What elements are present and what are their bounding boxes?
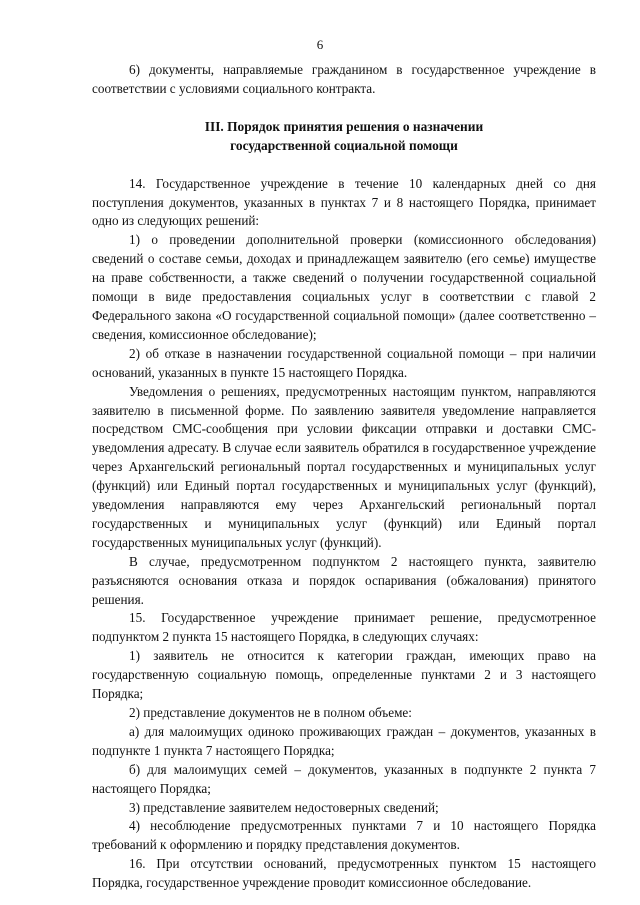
section-heading [92, 118, 596, 156]
paragraph-15-item-4: 4) несоблюдение предусмотренных пунктами 7 и 10 настоящего Порядка требований к оформлению и порядку представления документов. [92, 818, 596, 853]
paragraph-14-item-1: 1) о проведении дополнительной проверки (комиссионного обследования) сведений о составе семьи, доходах и принадлежащем заявителю (его семье) имуществе на праве собственности, а также сведений о получении государственной социальной помощи в виде предоставления социальных услуг в соответствии с главой 2 Федерального закона «О государственной социальной помощи» (далее соответственно – сведения, комиссионное обследование); [92, 232, 596, 342]
paragraph-14-item-2: 2) об отказе в назначении государственной социальной помощи – при наличии оснований, указанных в пункте 15 настоящего Порядка. [92, 345, 596, 380]
section-heading-line-2: государственной социальной помощи [230, 137, 458, 153]
paragraph-16: 16. При отсутствии оснований, предусмотренных пунктом 15 настоящего Порядка, государственное учреждение проводит комиссионное обследование. [92, 856, 596, 891]
paragraph-notifications: Уведомления о решениях, предусмотренных настоящим пунктом, направляются заявителю в письменной форме. По заявлению заявителя уведомление направляется посредством СМС-сообщения при условии фиксации отправки и доставки СМС-уведомления адресату. В случае если заявитель обратился в государственное учреждение через Архангельский региональный портал государственных и муниципальных услуг (функций) или Единый портал государственных и муниципальных услуг (функций), уведомления направляются ему через Архангельский региональный портал государственных и муниципальных услуг (функций) или Единый портал государственных муниципальных услуг (функций). [92, 383, 596, 550]
page-number: 6 [316, 37, 324, 52]
paragraph-15: 15. Государственное учреждение принимает решение, предусмотренное подпунктом 2 пункта 15 настоящего Порядка, в следующих случаях: [92, 610, 596, 645]
paragraph-documents-item-6: 6) документы, направляемые гражданином в государственное учреждение в соответствии с условиями социального контракта. [92, 62, 596, 96]
paragraph-15-item-3: 3) представление заявителем недостоверных сведений; [129, 799, 439, 815]
paragraph-15-item-1: 1) заявитель не относится к категории граждан, имеющих право на государственную социальную помощь, определенные пунктами 2 и 3 настоящего Порядка; [92, 648, 596, 702]
paragraph-14: 14. Государственное учреждение в течение 10 календарных дней со дня поступления документов, указанных в пунктах 7 и 8 настоящего Порядка, принимает одно из следующих решений: [92, 175, 596, 229]
paragraph-15-item-2: 2) представление документов не в полном объеме: [129, 705, 412, 720]
document-body [92, 61, 596, 893]
paragraph-15-item-2b: б) для малоимущих семей – документов, указанных в подпункте 2 пункта 7 настоящего Порядка; [92, 761, 596, 796]
paragraph-refusal-explanation: В случае, предусмотренном подпунктом 2 настоящего пункта, заявителю разъясняются основания отказа и порядок оспаривания (обжалования) принятого решения. [92, 553, 596, 607]
section-heading-line-1: III. Порядок принятия решения о назначении [204, 118, 484, 134]
paragraph-15-item-2a: а) для малоимущих одиноко проживающих граждан – документов, указанных в подпункте 1 пункта 7 настоящего Порядка; [92, 723, 596, 758]
